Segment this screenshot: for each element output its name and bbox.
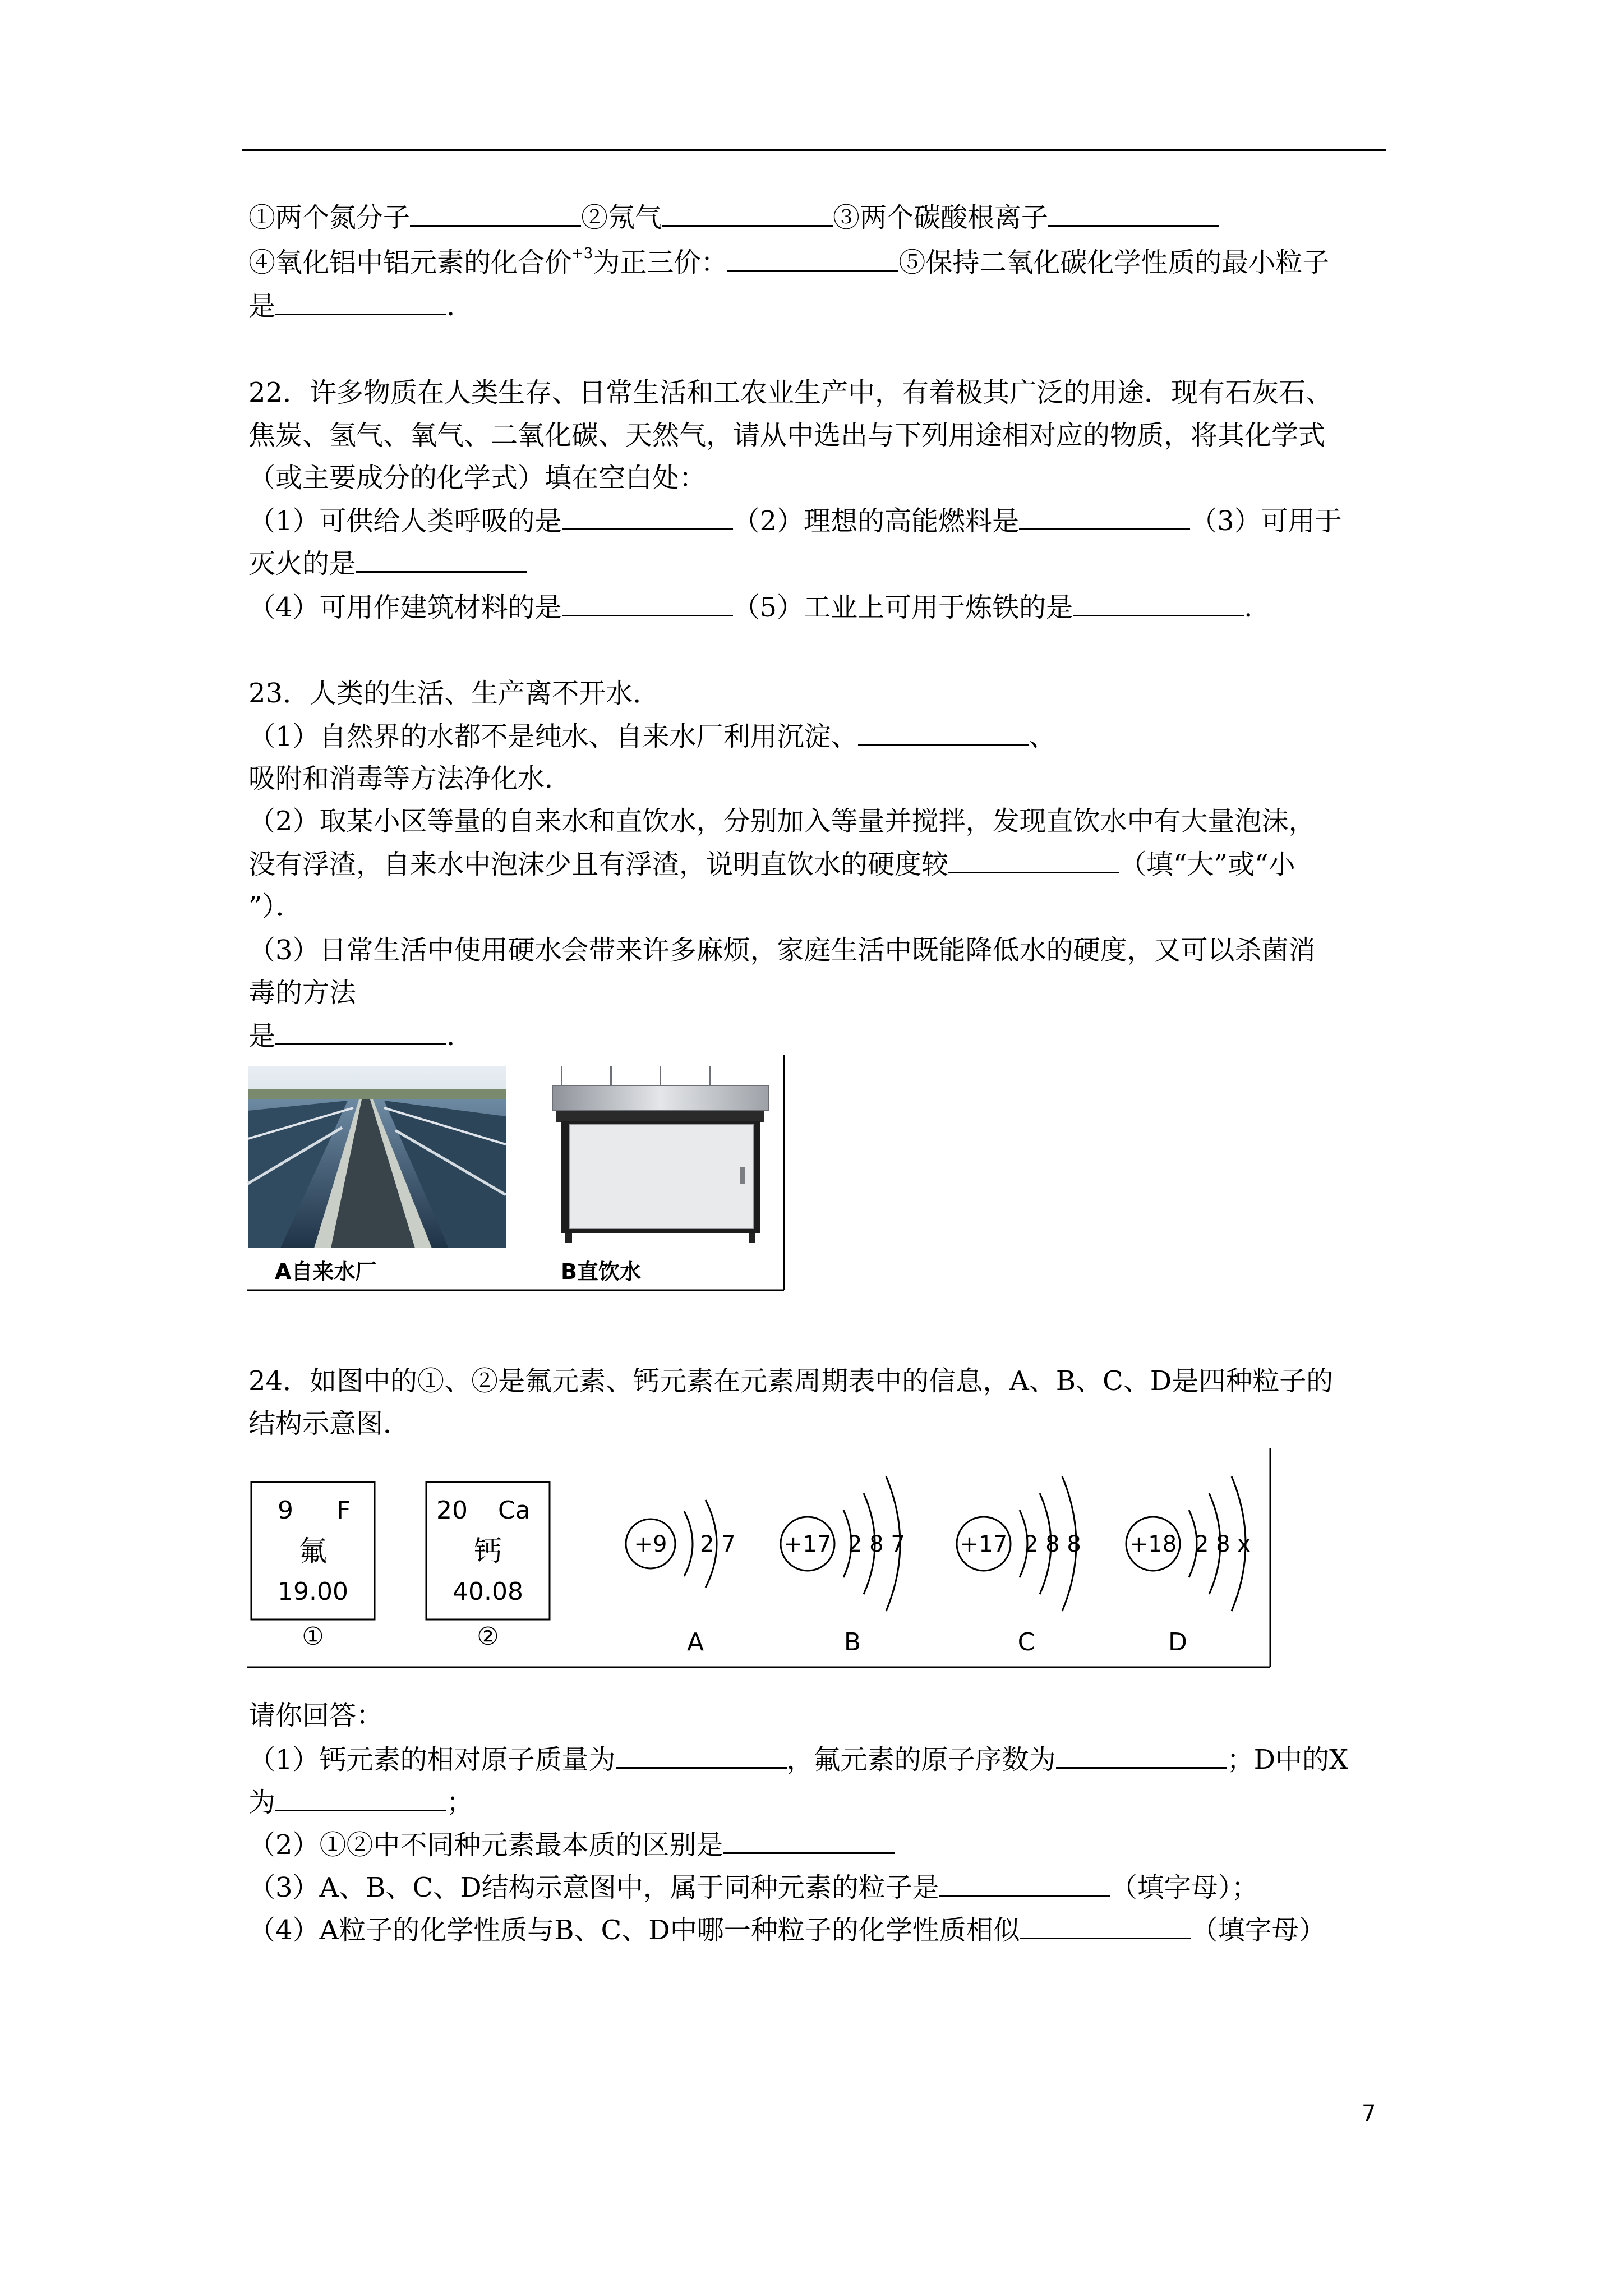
q23-item-3-line-2: 毒的方法 (248, 977, 357, 1009)
blank[interactable] (562, 590, 733, 616)
svg-text:9: 9 (278, 1496, 293, 1525)
q24-answer-3: （3）A、B、C、D结构示意图中，属于同种元素的粒子是 （填字母）； (248, 1870, 1258, 1904)
blank[interactable] (275, 289, 446, 315)
q23-item-1: （1）自然界的水都不是纯水、自来水厂利用沉淀、 、 (248, 719, 1056, 753)
drinking-fountain-photo (536, 1056, 796, 1246)
q22-items-line-1: （1）可供给人类呼吸的是 （2）理想的高能燃料是 （3）可用于 (248, 504, 1342, 538)
water-photos-svg (247, 1055, 796, 1293)
svg-text:2 7: 2 7 (700, 1531, 736, 1557)
svg-text:Ca: Ca (498, 1496, 531, 1525)
atom-c-diagram (957, 1476, 1081, 1657)
water-plant-photo (248, 1066, 506, 1248)
svg-text:2 8 8: 2 8 8 (1024, 1531, 1081, 1557)
atomic-structure-figure (247, 1448, 1273, 1670)
page-number: 7 (1362, 2101, 1376, 2127)
svg-text:+18: +18 (1129, 1531, 1177, 1557)
blank[interactable] (948, 847, 1119, 873)
q24-answer-4: （4）A粒子的化学性质与B、C、D中哪一种粒子的化学性质相似 （填字母） (248, 1913, 1326, 1947)
q21-line-1: ①两个氮分子 ②氖气 ③两个碳酸根离子 (248, 200, 1219, 234)
blank[interactable] (727, 245, 898, 272)
blank[interactable] (939, 1870, 1110, 1897)
svg-text:40.08: 40.08 (453, 1577, 523, 1606)
q22-stem-line-1: 22．许多物质在人类生存、日常生活和工农业生产中，有着极其广泛的用途．现有石灰石、 (248, 377, 1333, 408)
photo-a-label: A自来水厂 (275, 1259, 377, 1284)
svg-text:2 8 7: 2 8 7 (848, 1531, 905, 1557)
q21-line-3: 是 . (248, 289, 455, 323)
water-photos-figure (247, 1055, 796, 1293)
svg-text:+17: +17 (783, 1531, 832, 1557)
q23-item-2-line-1: （2）取某小区等量的自来水和直饮水，分别加入等量并搅拌，发现直饮水中有大量泡沫， (248, 806, 1316, 837)
blank[interactable] (1056, 1742, 1227, 1769)
atom-d-diagram (1126, 1476, 1251, 1657)
q22-stem-line-3: （或主要成分的化学式）填在空白处： (248, 462, 707, 494)
svg-text:钙: 钙 (474, 1535, 502, 1567)
blank[interactable] (356, 546, 527, 573)
blank[interactable] (1048, 200, 1219, 227)
blank[interactable] (410, 200, 581, 227)
svg-text:F: F (336, 1496, 351, 1525)
atom-a-diagram (626, 1500, 736, 1657)
q23-item-2-line-2: 没有浮渣，自来水中泡沫少且有浮渣，说明直饮水的硬度较 （填“大”或“小 (248, 847, 1295, 881)
atom-b-diagram (781, 1476, 905, 1657)
blank[interactable] (858, 719, 1029, 746)
blank[interactable] (1020, 1913, 1191, 1939)
q22-stem-line-2: 焦炭、氢气、氧气、二氧化碳、天然气，请从中选出与下列用途相对应的物质，将其化学式 (248, 420, 1326, 451)
svg-text:+17: +17 (960, 1531, 1008, 1557)
svg-text:20: 20 (436, 1496, 468, 1525)
fluorine-tile (251, 1482, 375, 1651)
blank[interactable] (1019, 504, 1190, 530)
blank[interactable] (723, 1828, 895, 1854)
svg-text:C: C (1017, 1628, 1035, 1657)
q21-line-2: ④氧化铝中铝元素的化合价$^{+3}$为正三价： ⑤保持二氧化碳化学性质的最小粒子 (248, 245, 1330, 278)
svg-text:氟: 氟 (299, 1535, 327, 1567)
blank[interactable] (275, 1019, 446, 1045)
q23-item-3-line-3: 是 . (248, 1019, 455, 1053)
blank[interactable] (616, 1742, 787, 1769)
calcium-tile (426, 1482, 550, 1651)
svg-text:B: B (843, 1628, 861, 1657)
q24-prompt: 请你回答： (248, 1700, 384, 1731)
atomic-structure-svg (247, 1448, 1273, 1670)
q23-item-3-line-1: （3）日常生活中使用硬水会带来许多麻烦，家庭生活中既能降低水的硬度，又可以杀菌消 (248, 935, 1316, 966)
blank[interactable] (275, 1785, 446, 1811)
q24-stem-line-2: 结构示意图． (248, 1408, 411, 1439)
q23-stem: 23．人类的生活、生产离不开水． (248, 678, 660, 709)
svg-text:+9: +9 (634, 1531, 667, 1557)
q22-items-line-3: （4）可用作建筑材料的是 （5）工业上可用于炼铁的是 . (248, 590, 1252, 624)
q23-item-1-cont: 吸附和消毒等方法净化水． (248, 763, 572, 794)
svg-text:A: A (686, 1628, 704, 1657)
q23-item-2-line-3: ”）． (248, 891, 303, 922)
svg-text:2 8 x: 2 8 x (1195, 1531, 1251, 1557)
svg-text:①: ① (302, 1622, 324, 1651)
svg-text:19.00: 19.00 (278, 1577, 348, 1606)
photo-b-label: B直饮水 (561, 1259, 641, 1284)
valence-mark: +3 (571, 245, 593, 262)
blank[interactable] (662, 200, 833, 227)
blank[interactable] (1073, 590, 1244, 616)
blank[interactable] (562, 504, 733, 530)
q24-stem-line-1: 24．如图中的①、②是氟元素、钙元素在元素周期表中的信息，A、B、C、D是四种粒子的 (248, 1365, 1334, 1397)
q24-answer-2: （2）①②中不同种元素最本质的区别是 (248, 1828, 895, 1862)
svg-text:②: ② (477, 1622, 499, 1651)
q24-answer-1-cont: 为 ； (248, 1785, 473, 1819)
q24-answer-1: （1）钙元素的相对原子质量为 ，氟元素的原子序数为 ；D中的X (248, 1742, 1348, 1777)
svg-text:D: D (1168, 1628, 1187, 1657)
q22-items-line-2: 灭火的是 (248, 546, 527, 581)
header-rule (242, 149, 1386, 151)
